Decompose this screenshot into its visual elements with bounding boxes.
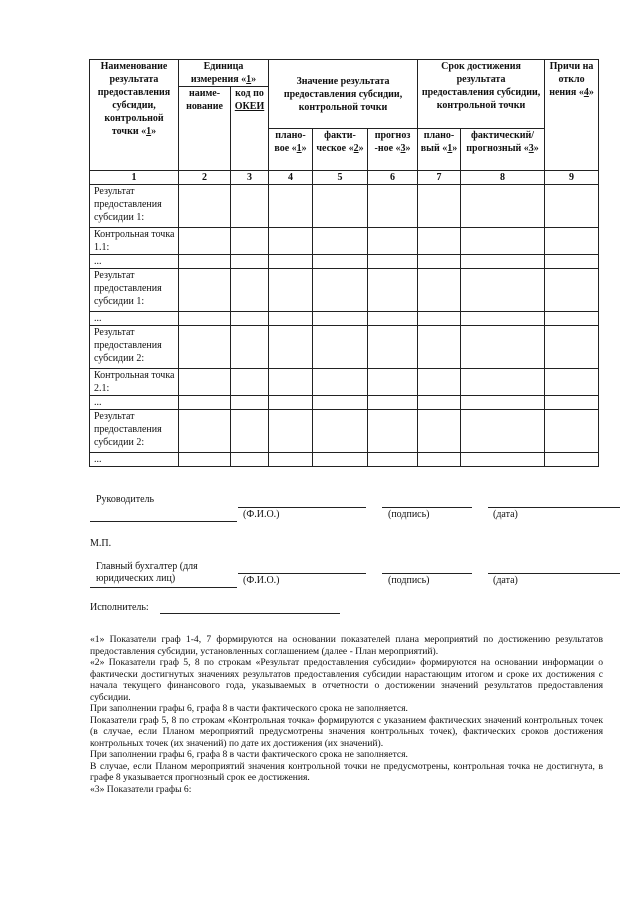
col-number: 5 [313,171,368,185]
row-label: Контрольная точка 1.1: [90,228,179,255]
footnote: «2» Показатели граф 5, 8 по строкам «Результат предоставления субсидии» формируются на основании информации о фактически достигнутых значениях результатов предоставления субсидии нарастающим итогом и сроке их достижения с начала текущего финансового года, указываемых в отчетности о достижении значений результатов предоставления субсидии. [90,657,603,703]
table-cell [545,255,599,269]
table-cell [368,453,418,467]
table-cell [179,453,231,467]
table-cell [368,326,418,369]
table-cell [461,255,545,269]
table-cell [269,228,313,255]
col-number: 7 [418,171,461,185]
table-cell [545,269,599,312]
table-cell [231,185,269,228]
table-cell [545,185,599,228]
table-cell [231,312,269,326]
table-cell [418,410,461,453]
table-cell [179,228,231,255]
table-cell [368,396,418,410]
accountant-fio-caption: (Ф.И.О.) [243,575,280,586]
table-cell [461,312,545,326]
table-cell [231,255,269,269]
head-label: Руководитель [96,494,155,505]
table-cell [545,326,599,369]
table-cell [179,369,231,396]
results-table [89,59,599,467]
accountant-sign-caption: (подпись) [388,575,430,586]
row-label: Результат предоставления субсидии 2: [90,410,179,453]
executor-line [160,613,340,614]
header-unit-name: наиме-нование [179,87,231,171]
accountant-label: Главный бухгалтер (для юридических лиц) [96,561,198,584]
col-number: 8 [461,171,545,185]
table-cell [418,255,461,269]
table-cell [368,369,418,396]
table-cell [313,312,368,326]
head-sign-line [382,507,472,508]
accountant-position-line [90,587,237,588]
accountant-date-line [488,573,620,574]
table-cell [313,255,368,269]
head-date-caption: (дата) [493,509,518,520]
table-cell [269,410,313,453]
row-label: Результат предоставления субсидии 1: [90,185,179,228]
table-cell [545,453,599,467]
table-cell [418,369,461,396]
table-cell [269,255,313,269]
table-row [90,228,599,255]
table-row [90,312,599,326]
table-cell [313,369,368,396]
col-number: 1 [90,171,179,185]
table-cell [368,312,418,326]
table-cell [461,369,545,396]
table-cell [418,453,461,467]
table-cell [313,326,368,369]
table-cell [231,326,269,369]
head-fio-line [238,507,366,508]
table-cell [269,326,313,369]
footnote: Показатели граф 5, 8 по строкам «Контрольная точка» формируются с указанием фактических значений контрольных точек (в случае, если Планом мероприятий предусмотрены значения контрольных точек), фактических сроков достижения контрольных точек (их значений) по дате их достижения (их значений). [90,714,603,749]
table-cell [231,453,269,467]
table-cell [269,185,313,228]
table-cell [179,410,231,453]
table-cell [418,326,461,369]
table-row [90,185,599,228]
footnote: В случае, если Планом мероприятий значения контрольной точки не предусмотрены, контрольная точка не достигнута, в графе 8 указывается прогнозный срок ее достижения. [90,760,603,783]
table-cell [368,269,418,312]
header-term: Срок достижения результата предоставления субсидии, контрольной точки [418,60,545,129]
table-cell [418,269,461,312]
table-cell [461,326,545,369]
row-label: ... [90,453,179,467]
head-sign-caption: (подпись) [388,509,430,520]
table-cell [231,396,269,410]
table-row [90,410,599,453]
table-cell [461,453,545,467]
table-cell [545,228,599,255]
header-unit: Единица измерения «1» [179,60,269,87]
header-term-plan: плано-вый «1» [418,129,461,171]
footnote: При заполнении графы 6, графа 8 в части фактического срока не заполняется. [90,703,408,714]
row-label: Контрольная точка 2.1: [90,369,179,396]
header-unit-code: код по ОКЕИ [231,87,269,171]
table-cell [313,269,368,312]
table-cell [179,396,231,410]
table-cell [269,312,313,326]
row-label: ... [90,396,179,410]
row-label: ... [90,312,179,326]
col-number: 6 [368,171,418,185]
table-cell [269,369,313,396]
table-cell [461,269,545,312]
table-cell [179,185,231,228]
table-cell [179,269,231,312]
table-cell [368,228,418,255]
table-cell [418,185,461,228]
table-cell [179,326,231,369]
head-position-line [90,521,237,522]
col-number: 4 [269,171,313,185]
table-cell [461,185,545,228]
table-cell [461,410,545,453]
stamp-label: М.П. [90,538,112,549]
accountant-sign-line [382,573,472,574]
row-label: Результат предоставления субсидии 2: [90,326,179,369]
accountant-fio-line [238,573,366,574]
accountant-date-caption: (дата) [493,575,518,586]
table-cell [179,312,231,326]
footnote: «1» Показатели граф 1-4, 7 формируются на основании показателей плана мероприятий по достижению результатов предоставления субсидии, установленных соглашением (далее - План мероприятий). [90,634,603,657]
table-cell [313,410,368,453]
table-cell [313,453,368,467]
header-value-fact: факти-ческое «2» [313,129,368,171]
table-row [90,453,599,467]
table-cell [368,410,418,453]
table-cell [418,312,461,326]
table-cell [545,396,599,410]
header-value-plan: плано-вое «1» [269,129,313,171]
table-cell [313,185,368,228]
footnotes [90,634,603,795]
table-cell [418,228,461,255]
table-cell [231,269,269,312]
col-number: 3 [231,171,269,185]
table-cell [231,369,269,396]
table-cell [231,228,269,255]
executor-label: Исполнитель: [90,602,149,613]
col-number: 2 [179,171,231,185]
table-cell [313,228,368,255]
table-cell [313,396,368,410]
table-cell [179,255,231,269]
row-label: ... [90,255,179,269]
column-numbers-row [90,171,599,185]
table-cell [461,228,545,255]
table-cell [368,255,418,269]
header-value: Значение результата предоставления субсидии, контрольной точки [269,60,418,129]
table-cell [231,410,269,453]
footnote: «3» Показатели графы 6: [90,783,192,795]
header-reason: Причи на откло нения «4» [545,60,599,171]
table-cell [269,396,313,410]
table-cell [545,312,599,326]
table-cell [368,185,418,228]
row-label: Результат предоставления субсидии 1: [90,269,179,312]
table-cell [269,453,313,467]
table-row [90,396,599,410]
table-row [90,255,599,269]
head-date-line [488,507,620,508]
table-cell [545,369,599,396]
footnote: При заполнении графы 6, графа 8 в части фактического срока не заполняется. [90,749,408,760]
header-value-forecast: прогноз -ное «3» [368,129,418,171]
table-row [90,269,599,312]
table-row [90,369,599,396]
table-row [90,326,599,369]
table-cell [461,396,545,410]
table-cell [418,396,461,410]
header-term-fact: фактический/ прогнозный «3» [461,129,545,171]
table-cell [269,269,313,312]
table-cell [545,410,599,453]
col-number: 9 [545,171,599,185]
head-fio-caption: (Ф.И.О.) [243,509,280,520]
header-name: Наименование результата предоставления субсидии, контрольной точки «1» [90,60,179,171]
